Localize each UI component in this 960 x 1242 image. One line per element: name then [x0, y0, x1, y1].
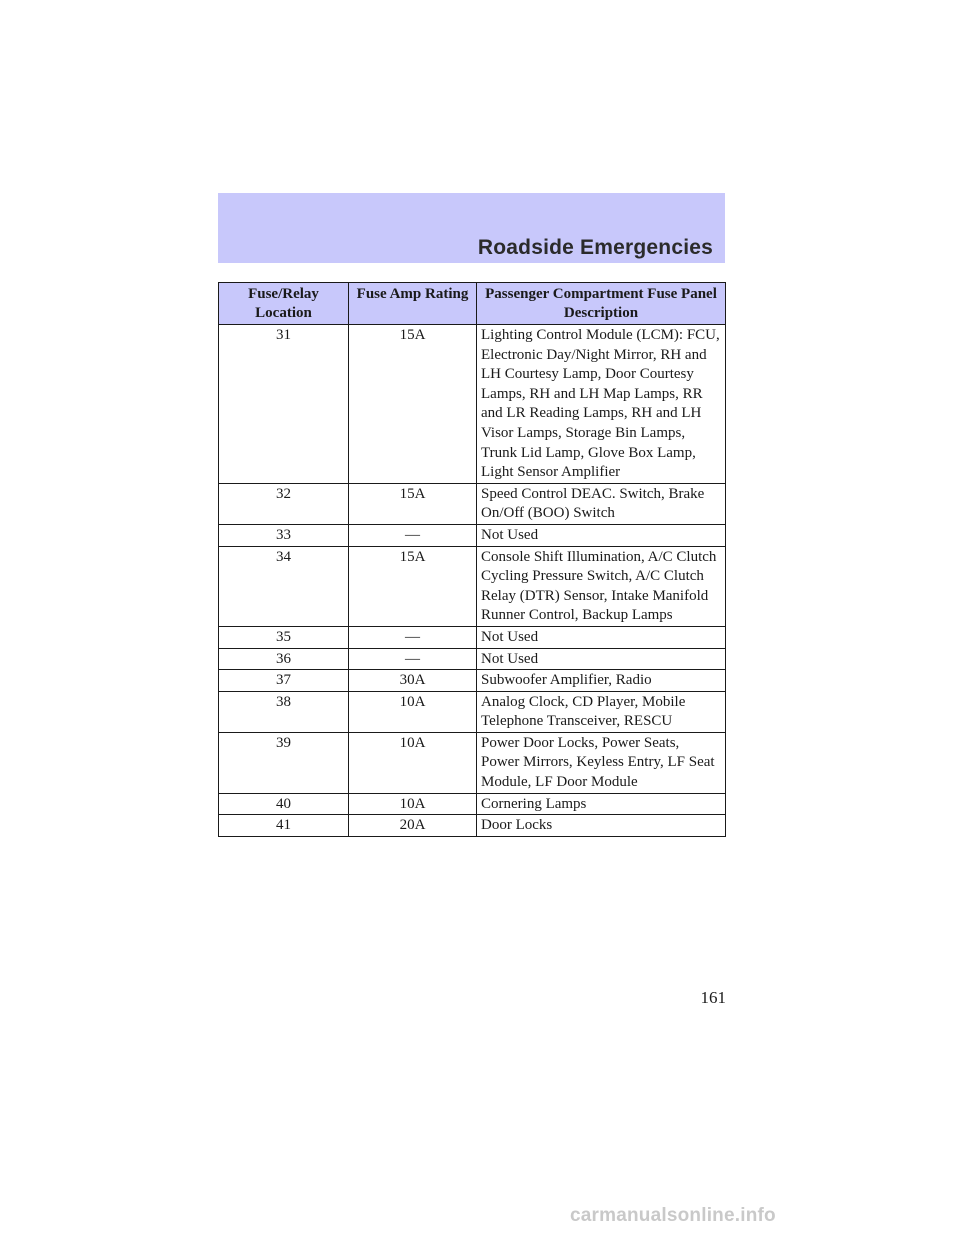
column-header-location: Fuse/Relay Location	[219, 283, 349, 325]
fuse-description: Power Door Locks, Power Seats, Power Mirrors, Keyless Entry, LF Seat Module, LF Door Module	[477, 732, 726, 793]
fuse-rating: —	[349, 524, 477, 546]
table-row	[219, 691, 726, 732]
table-row	[219, 546, 726, 626]
table-row	[219, 793, 726, 815]
fuse-description: Analog Clock, CD Player, Mobile Telephone Transceiver, RESCU	[477, 691, 726, 732]
fuse-rating: 30A	[349, 670, 477, 692]
fuse-table	[218, 282, 726, 837]
fuse-rating: 10A	[349, 691, 477, 732]
fuse-location: 36	[219, 648, 349, 670]
fuse-description: Not Used	[477, 626, 726, 648]
table-row	[219, 648, 726, 670]
page-number: 161	[700, 988, 726, 1007]
fuse-rating: 20A	[349, 815, 477, 837]
fuse-location: 32	[219, 483, 349, 524]
fuse-location: 31	[219, 325, 349, 484]
fuse-description: Door Locks	[477, 815, 726, 837]
fuse-location: 33	[219, 524, 349, 546]
table-row	[219, 732, 726, 793]
fuse-rating: 15A	[349, 325, 477, 484]
fuse-description: Not Used	[477, 524, 726, 546]
fuse-rating: 15A	[349, 483, 477, 524]
watermark[interactable]: carmanualsonline.info	[570, 1205, 776, 1226]
section-header-band	[218, 193, 725, 263]
fuse-location: 39	[219, 732, 349, 793]
fuse-rating: —	[349, 626, 477, 648]
fuse-description: Console Shift Illumination, A/C Clutch Cycling Pressure Switch, A/C Clutch Relay (DTR) Sensor, Intake Manifold Runner Control, Backup Lamps	[477, 546, 726, 626]
fuse-description: Speed Control DEAC. Switch, Brake On/Off (BOO) Switch	[477, 483, 726, 524]
table-row	[219, 815, 726, 837]
fuse-location: 40	[219, 793, 349, 815]
fuse-description: Lighting Control Module (LCM): FCU, Electronic Day/Night Mirror, RH and LH Courtesy Lamp, Door Courtesy Lamps, RH and LH Map Lamps, RR and LR Reading Lamps, RH and LH Visor Lamps, Storage Bin Lamps, Trunk Lid Lamp, Glove Box Lamp, Light Sensor Amplifier	[477, 325, 726, 484]
fuse-rating: 10A	[349, 793, 477, 815]
fuse-location: 34	[219, 546, 349, 626]
column-header-rating: Fuse Amp Rating	[349, 283, 477, 325]
table-row	[219, 483, 726, 524]
table-row	[219, 524, 726, 546]
fuse-location: 38	[219, 691, 349, 732]
table-header-row	[219, 283, 726, 325]
fuse-location: 35	[219, 626, 349, 648]
fuse-description: Not Used	[477, 648, 726, 670]
table-row	[219, 626, 726, 648]
table-row	[219, 325, 726, 484]
section-title: Roadside Emergencies	[477, 236, 713, 259]
fuse-rating: 10A	[349, 732, 477, 793]
column-header-description: Passenger Compartment Fuse Panel Description	[477, 283, 726, 325]
table-row	[219, 670, 726, 692]
fuse-description: Cornering Lamps	[477, 793, 726, 815]
fuse-rating: 15A	[349, 546, 477, 626]
fuse-description: Subwoofer Amplifier, Radio	[477, 670, 726, 692]
fuse-rating: —	[349, 648, 477, 670]
fuse-location: 37	[219, 670, 349, 692]
fuse-location: 41	[219, 815, 349, 837]
